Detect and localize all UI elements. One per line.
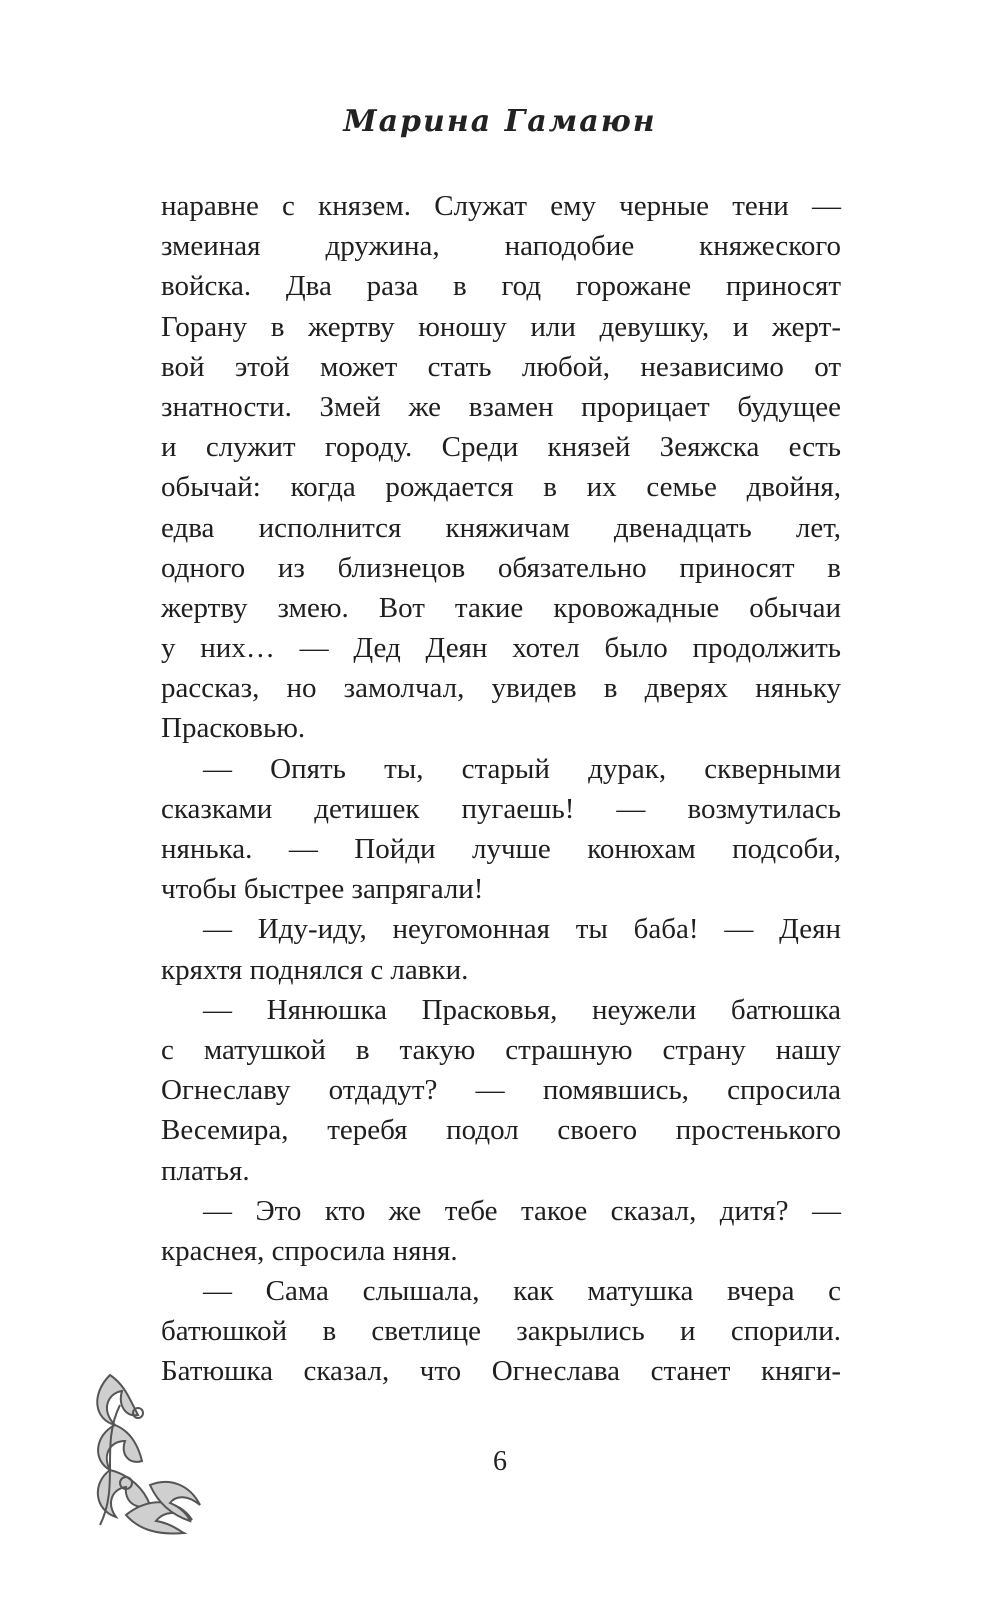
- text-line: краснея, спросила няня.: [161, 1234, 458, 1267]
- text-line: нянька. — Пойди лучше конюхам подсоби,: [161, 833, 841, 865]
- page-number: 6: [493, 1446, 507, 1477]
- text-line: знатности. Змей же взамен прорицает будущее: [161, 390, 841, 423]
- body-text: [161, 186, 841, 1392]
- text-line: с матушкой в такую страшную страну нашу: [161, 1033, 841, 1066]
- text-line: — Опять ты, старый дурак, скверными: [203, 752, 841, 785]
- text-line: — Сама слышала, как матушка вчера с: [203, 1275, 841, 1308]
- text-line: одного из близнецов обязательно приносят в: [161, 551, 841, 584]
- text-line: Прасковью.: [161, 712, 306, 745]
- text-line: змеиная дружина, наподобие княжеского: [161, 230, 841, 263]
- text-line: кряхтя поднялся с лавки.: [161, 953, 469, 986]
- text-line: — Иду-иду, неугомонная ты баба! — Деян: [203, 913, 841, 946]
- text-line: — Это кто же тебе такое сказал, дитя? —: [203, 1194, 841, 1227]
- text-line: платья.: [161, 1154, 250, 1187]
- text-line: вой этой может стать любой, независимо от: [161, 350, 841, 383]
- text-line: сказками детишек пугаешь! — возмутилась: [161, 792, 841, 825]
- text-line: жертву змею. Вот такие кровожадные обычаи: [161, 591, 841, 624]
- text-line: наравне с князем. Служат ему черные тени —: [161, 190, 841, 222]
- text-line: обычай: когда рождается в их семье двойня,: [161, 471, 841, 504]
- text-line: Горану в жертву юношу или девушку, и жерт-: [161, 310, 841, 343]
- text-line: Весемира, теребя подол своего простенького: [161, 1114, 841, 1147]
- text-line: Огнеславу отдадут? — помявшись, спросила: [161, 1074, 841, 1107]
- text-line: чтобы быстрее запрягали!: [161, 873, 484, 906]
- text-line: батюшкой в светлице закрылись и спорили.: [161, 1315, 841, 1348]
- text-line: — Нянюшка Прасковья, неужели батюшка: [203, 993, 841, 1026]
- text-line: Батюшка сказал, что Огнеслава станет княги-: [161, 1355, 841, 1388]
- text-line: едва исполнится княжичам двенадцать лет,: [161, 511, 841, 544]
- text-line: рассказ, но замолчал, увидев в дверях няньку: [161, 672, 841, 705]
- text-line: у них… — Дед Деян хотел было продолжить: [161, 632, 841, 665]
- text-line: и служит городу. Среди князей Зеяжска есть: [161, 431, 841, 464]
- text-line: войска. Два раза в год горожане приносят: [161, 270, 841, 303]
- running-header-author: Марина Гамаюн: [343, 104, 657, 139]
